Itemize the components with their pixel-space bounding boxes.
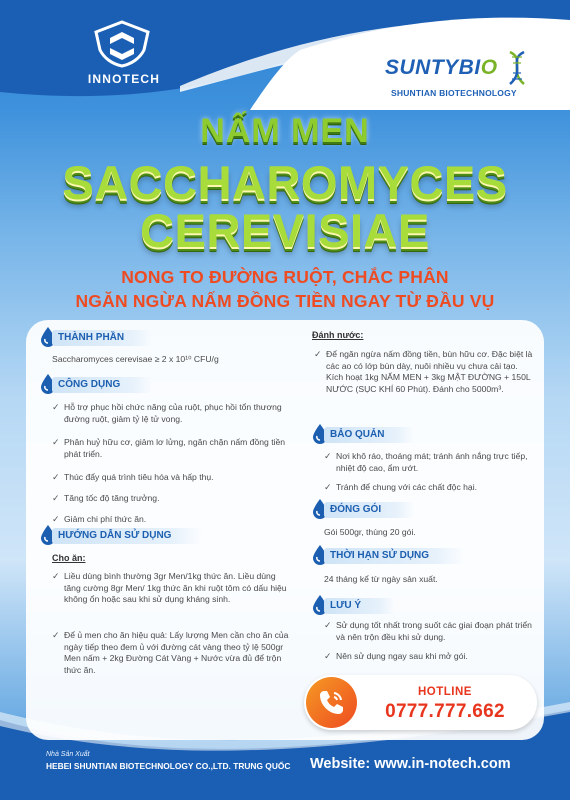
section-header: [312, 425, 538, 445]
section-text: 24 tháng kể từ ngày sản xuất.: [324, 574, 438, 584]
dna-helix-icon: [504, 50, 530, 86]
list-item: ✓ Để ngăn ngừa nấm đồng tiền, bùn hữu cơ. Đặc biệt là các ao có lớp bùn dày, nuôi nhiều vụ chưa cải tạo. Kích hoạt 1kg NẤM MEN + 3kg MẬT ĐƯỜNG + 150L NƯỚC (SỤC KHÍ 60 Phút). Đánh cho 5000m³.: [314, 349, 533, 394]
check-icon: ✓: [324, 620, 332, 630]
hotline-label: HOTLINE: [418, 686, 472, 698]
section-header: [312, 500, 538, 520]
phone-icon: [316, 687, 347, 718]
check-icon: ✓: [52, 472, 60, 482]
section-title: THỜI HẠN SỬ DỤNG: [324, 548, 464, 564]
check-icon: ✓: [324, 451, 332, 461]
section-thoi-han: [312, 546, 538, 584]
list-item: ✓ Hỗ trợ phục hồi chức năng của ruột, phục hồi tổn thương đường ruột, giảm tỷ lệ tử vong.: [52, 402, 282, 424]
section-header: [40, 526, 290, 546]
section-header: [312, 546, 538, 566]
check-icon: ✓: [52, 402, 60, 412]
section-header: [312, 596, 538, 616]
list-item: ✓ Thúc đẩy quá trình tiêu hóa và hấp thụ.: [52, 472, 214, 482]
list-item: ✓ Nên sử dụng ngay sau khi mở gói.: [324, 651, 468, 661]
check-icon: ✓: [314, 349, 322, 359]
section-text: Saccharomyces cerevisae ≥ 2 x 10¹⁰ CFU/g: [52, 354, 219, 364]
list-item: ✓ Liều dùng bình thường 3gr Men/1kg thức ăn. Liều dùng tăng cường 8gr Men/ 1kg thức ăn khi ruột tôm có dấu hiệu không ổn hoặc sau khi sử dụng kháng sinh.: [52, 571, 287, 605]
website-link[interactable]: Website: www.in-notech.com: [310, 756, 511, 772]
section-luu-y: [312, 596, 538, 661]
section-header: [40, 375, 290, 395]
section-title: THÀNH PHẦN: [52, 330, 152, 346]
suntybio-accent-text: O: [480, 56, 498, 79]
check-icon: ✓: [52, 630, 60, 640]
check-icon: ✓: [324, 482, 332, 492]
product-title-line2: CEREVISIAE: [140, 204, 430, 257]
section-title: BẢO QUẢN: [324, 427, 414, 443]
section-title: HƯỚNG DẪN SỬ DỤNG: [52, 528, 202, 544]
list-item: ✓ Tăng tốc độ tăng trưởng.: [52, 493, 160, 503]
section-dong-goi: [312, 500, 538, 537]
list-item: ✓ Sử dụng tốt nhất trong suốt các giai đoạn phát triển và nên trộn đều khi sử dụng.: [324, 620, 532, 642]
slogan-line2: NGĂN NGỪA NẤM ĐỒNG TIỀN NGAY TỪ ĐẦU VỤ: [75, 291, 495, 311]
check-icon: ✓: [52, 493, 60, 503]
subsection-title-danh-nuoc: Đánh nước:: [312, 330, 364, 340]
list-item: ✓ Giảm chi phí thức ăn.: [52, 514, 147, 524]
section-header: [40, 328, 290, 348]
innotech-brand-name: INNOTECH: [87, 72, 161, 86]
suntybio-brand-name: [385, 56, 498, 80]
section-huong-dan: [40, 526, 290, 675]
check-icon: ✓: [324, 651, 332, 661]
suntybio-main-text: SUNTYBI: [385, 56, 481, 79]
list-item: ✓ Nơi khô ráo, thoáng mát; tránh ánh nắng trực tiếp, nhiệt độ cao, ẩm ướt.: [324, 451, 528, 473]
section-text: Gói 500gr, thùng 20 gói.: [324, 527, 416, 537]
manufacturer-name: HEBEI SHUNTIAN BIOTECHNOLOGY CO.,LTD. TRUNG QUỐC: [46, 761, 291, 771]
product-kicker-title: NẤM MEN: [200, 112, 370, 150]
list-item: ✓ Để ủ men cho ăn hiệu quả: Lấy lượng Men cần cho ăn của ngày tiếp theo đem ủ với đường cát vàng theo tỷ lệ 500gr Men nấm + 2kg Đường Cát Vàng + Nước vừa đủ để trộn thức ăn.: [52, 630, 289, 675]
innotech-shield-logo-icon: [92, 20, 152, 68]
check-icon: ✓: [52, 437, 60, 447]
section-title: LƯU Ý: [324, 598, 394, 614]
check-icon: ✓: [52, 514, 60, 524]
subsection-title-cho-an: Cho ăn:: [52, 553, 86, 563]
product-title-line1: SACCHAROMYCES: [62, 156, 508, 209]
section-bao-quan: [312, 425, 538, 492]
list-item: ✓ Phân huỷ hữu cơ, giảm lơ lửng, ngăn chặn nấm đồng tiền phát triển.: [52, 437, 286, 459]
slogan-line1: NONG TO ĐƯỜNG RUỘT, CHẮC PHÂN: [121, 267, 449, 287]
section-thanh-phan: [40, 328, 290, 364]
check-icon: ✓: [52, 571, 60, 581]
hotline-number[interactable]: 0777.777.662: [385, 701, 505, 722]
section-cong-dung: [40, 375, 290, 524]
section-title: CÔNG DỤNG: [52, 377, 152, 393]
section-title: ĐÓNG GÓI: [324, 502, 414, 518]
manufacturer-label: Nhà Sản Xuất: [46, 751, 90, 758]
list-item: ✓ Tránh để chung với các chất độc hại.: [324, 482, 477, 492]
suntybio-subtitle: SHUNTIAN BIOTECHNOLOGY: [391, 88, 517, 98]
